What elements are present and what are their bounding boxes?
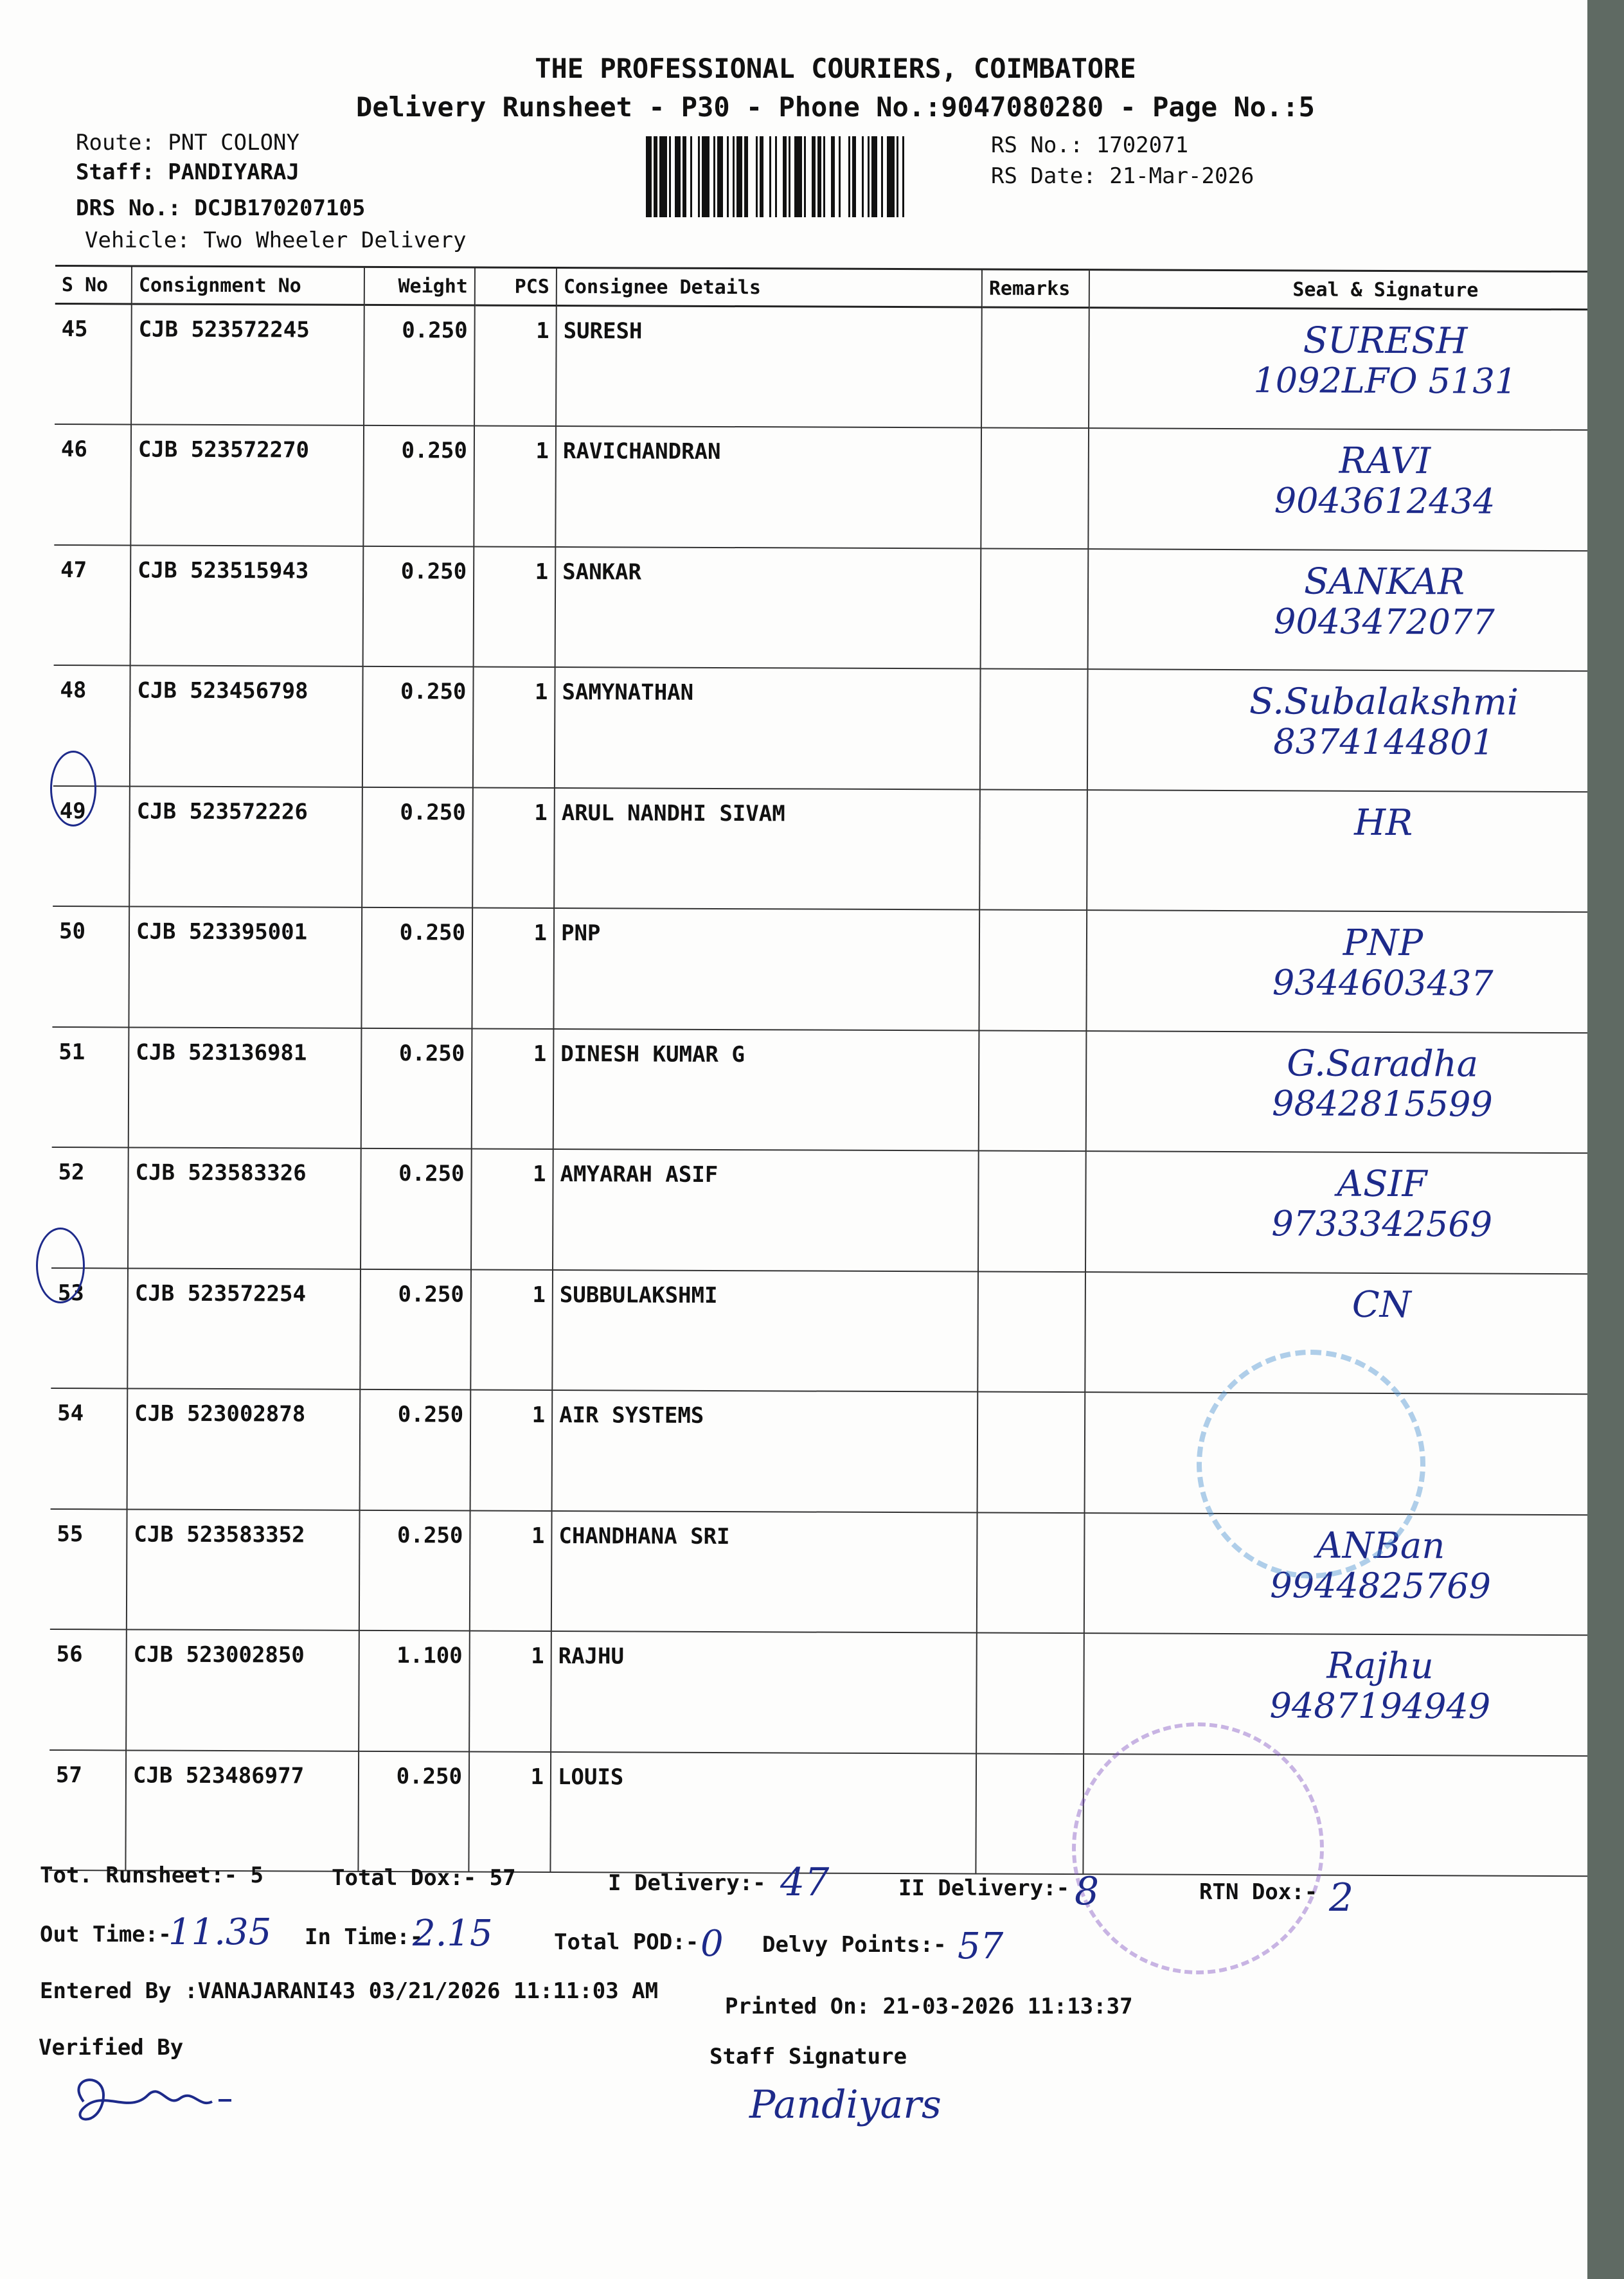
row-sno: 45 xyxy=(55,303,132,424)
row-sno: 51 xyxy=(52,1026,129,1147)
row-consignee: DINESH KUMAR G xyxy=(553,1028,979,1150)
barcode-bar xyxy=(862,136,864,217)
total-pod-value: 0 xyxy=(700,1923,724,1965)
handwritten-phone: 9842815599 xyxy=(1272,1082,1493,1125)
rtn-dox-value: 2 xyxy=(1329,1875,1354,1920)
barcode-bar xyxy=(823,136,825,217)
col-pcs: PCS xyxy=(475,267,557,305)
table-header-row xyxy=(55,266,1624,310)
delvy-points-label: Delvy Points:- xyxy=(762,1932,947,1958)
barcode-bar xyxy=(713,136,715,217)
row-pcs: 1 xyxy=(470,1269,553,1390)
delivery-stamp xyxy=(1197,1350,1425,1578)
handwritten-signature: RAVI xyxy=(1339,440,1431,483)
row-consignment-no: CJB 523456798 xyxy=(130,665,363,787)
col-seal-signature: Seal & Signature xyxy=(1089,270,1624,310)
table-row xyxy=(54,544,1624,671)
barcode-bar xyxy=(727,136,729,217)
row-seal-signature xyxy=(1089,308,1624,431)
handwritten-signature: SURESH xyxy=(1303,319,1468,362)
barcode-bar xyxy=(848,136,850,217)
i-delivery-label: I Delivery:- xyxy=(608,1870,766,1896)
col-consignee: Consignee Details xyxy=(557,267,982,307)
runsheet-subtitle: Delivery Runsheet - P30 - Phone No.:9047080280 - Page No.:5 xyxy=(356,91,1315,123)
row-pcs: 1 xyxy=(470,1510,552,1631)
row-remarks xyxy=(976,1753,1084,1874)
staff-label: Staff: PANDIYARAJ xyxy=(76,159,299,185)
row-consignment-no: CJB 523572245 xyxy=(131,304,364,425)
row-consignment-no: CJB 523486977 xyxy=(125,1750,359,1872)
handwritten-signature: PNP xyxy=(1343,922,1423,965)
barcode-bar xyxy=(698,136,700,217)
barcode-bar xyxy=(881,136,883,217)
route-label: Route: PNT COLONY xyxy=(76,130,299,156)
row-sno: 56 xyxy=(49,1629,127,1750)
row-consignee: SANKAR xyxy=(555,546,981,668)
row-seal-signature xyxy=(1086,1031,1624,1154)
handwritten-signature: ANBan xyxy=(1316,1524,1445,1567)
table-row xyxy=(55,303,1624,430)
entered-by: Entered By :VANAJARANI43 03/21/2026 11:11:03 AM xyxy=(40,1978,659,2004)
handwritten-phone: 9043612434 xyxy=(1274,480,1495,522)
delvy-points-value: 57 xyxy=(958,1926,1004,1967)
barcode-bar xyxy=(733,136,735,217)
row-consignment-no: CJB 523583352 xyxy=(127,1509,360,1631)
barcode-bar xyxy=(756,136,758,217)
row-pcs: 1 xyxy=(474,426,556,547)
row-pcs: 1 xyxy=(470,1390,553,1510)
table-row xyxy=(54,424,1624,551)
row-sno: 46 xyxy=(54,424,131,545)
barcode-bar xyxy=(812,136,816,217)
barcode-bar xyxy=(868,136,870,217)
barcode-bar xyxy=(887,136,895,217)
row-weight: 0.250 xyxy=(363,546,474,666)
row-weight: 0.250 xyxy=(362,666,474,787)
col-weight: Weight xyxy=(364,267,475,305)
barcode-bar xyxy=(817,136,821,217)
table-row xyxy=(52,906,1624,1033)
handwritten-signature: S.Subalakshmi xyxy=(1249,681,1519,724)
row-seal-signature xyxy=(1087,669,1624,792)
row-consignee: AIR SYSTEMS xyxy=(552,1390,978,1512)
out-time-value: 11.35 xyxy=(168,1911,272,1953)
barcode-bar xyxy=(702,136,709,217)
row-consignment-no: CJB 523002850 xyxy=(126,1629,359,1751)
barcode-bar xyxy=(659,136,667,217)
row-weight: 0.250 xyxy=(363,425,474,546)
row-pcs: 1 xyxy=(472,787,555,908)
row-weight: 0.250 xyxy=(360,1269,471,1390)
row-consignee: SURESH xyxy=(556,305,982,427)
row-consignee: CHANDHANA SRI xyxy=(551,1510,977,1632)
row-sno: 50 xyxy=(52,906,129,1027)
barcode-bar xyxy=(852,136,856,217)
row-remarks xyxy=(979,1030,1087,1151)
row-remarks xyxy=(977,1271,1085,1392)
rtn-dox-label: RTN Dox:- xyxy=(1199,1879,1318,1905)
row-weight: 0.250 xyxy=(359,1510,470,1631)
col-consignment: Consignment No xyxy=(132,266,364,305)
handwritten-signature: SANKAR xyxy=(1303,560,1465,603)
handwritten-phone: 9944825769 xyxy=(1270,1564,1492,1607)
handwritten-phone: 8374144801 xyxy=(1273,721,1495,763)
ii-delivery-label: II Delivery:- xyxy=(898,1875,1070,1901)
row-pcs: 1 xyxy=(472,908,554,1029)
table-row xyxy=(53,665,1624,792)
barcode-bar xyxy=(669,136,671,217)
runsheet-table xyxy=(49,265,1624,1877)
circled-row-53 xyxy=(36,1228,85,1303)
row-sno: 49 xyxy=(53,785,130,906)
barcode-bar xyxy=(736,136,742,217)
row-consignee: PNP xyxy=(553,908,979,1030)
out-time-label: Out Time:- xyxy=(40,1922,172,1947)
row-remarks xyxy=(980,669,1088,790)
barcode-bar xyxy=(794,136,802,217)
table-row xyxy=(52,1026,1624,1153)
circled-row-49 xyxy=(50,751,96,827)
row-seal-signature xyxy=(1087,790,1624,913)
row-consignee: SAMYNATHAN xyxy=(555,667,981,789)
row-remarks xyxy=(981,548,1089,669)
row-weight: 0.250 xyxy=(361,907,472,1028)
drs-label: DRS No.: DCJB170207105 xyxy=(76,195,366,221)
row-seal-signature xyxy=(1085,1151,1624,1274)
table-row xyxy=(51,1147,1624,1274)
row-weight: 0.250 xyxy=(361,1028,472,1148)
barcode-bar xyxy=(690,136,692,217)
row-consignee: LOUIS xyxy=(550,1751,976,1873)
row-remarks xyxy=(978,1151,1086,1272)
barcode-bar xyxy=(831,136,835,217)
row-consignment-no: CJB 523002878 xyxy=(127,1388,361,1510)
handwritten-signature: CN xyxy=(1352,1283,1411,1326)
ii-delivery-value: 8 xyxy=(1075,1869,1100,1914)
barcode-bar xyxy=(897,136,898,217)
col-sno: S No xyxy=(55,266,132,304)
row-consignment-no: CJB 523572226 xyxy=(129,786,362,907)
row-consignee: SUBBULAKSHMI xyxy=(552,1269,978,1391)
row-consignment-no: CJB 523395001 xyxy=(129,906,362,1028)
barcode-bar xyxy=(646,136,652,217)
row-remarks xyxy=(979,910,1087,1031)
rs-date: RS Date: 21-Mar-2026 xyxy=(991,163,1254,189)
row-sno: 53 xyxy=(51,1267,128,1388)
staff-signature-value: Pandiyars xyxy=(749,2082,941,2127)
barcode-bar xyxy=(789,136,790,217)
staff-signature-label: Staff Signature xyxy=(709,2044,907,2069)
rs-number: RS No.: 1702071 xyxy=(991,132,1189,158)
barcode-bar xyxy=(871,136,877,217)
row-consignment-no: CJB 523583326 xyxy=(128,1147,361,1269)
printed-on: Printed On: 21-03-2026 11:13:37 xyxy=(725,1994,1133,2019)
row-sno: 54 xyxy=(51,1388,128,1509)
row-weight: 0.250 xyxy=(361,1148,472,1269)
row-seal-signature xyxy=(1088,549,1624,672)
row-sno: 55 xyxy=(50,1508,127,1629)
handwritten-phone: 9043472077 xyxy=(1273,600,1495,643)
barcode-bar xyxy=(760,136,763,217)
handwritten-phone: 9733342569 xyxy=(1271,1203,1493,1245)
barcode-bar xyxy=(683,136,686,217)
row-pcs: 1 xyxy=(469,1631,551,1751)
barcode xyxy=(646,136,980,217)
row-remarks xyxy=(976,1633,1084,1754)
row-consignee: RAJHU xyxy=(551,1631,977,1753)
handwritten-signature: Rajhu xyxy=(1326,1645,1434,1688)
row-pcs: 1 xyxy=(474,546,556,667)
barcode-bar xyxy=(654,136,657,217)
row-sno: 57 xyxy=(49,1749,126,1870)
handwritten-phone: 9344603437 xyxy=(1272,962,1494,1004)
handwritten-signature: ASIF xyxy=(1337,1163,1427,1206)
col-remarks: Remarks xyxy=(982,269,1089,308)
row-remarks xyxy=(981,428,1089,549)
row-consignment-no: CJB 523515943 xyxy=(130,545,364,666)
barcode-bar xyxy=(675,136,681,217)
barcode-bar xyxy=(839,136,841,217)
handwritten-phone: 9487194949 xyxy=(1269,1685,1491,1727)
barcode-bar xyxy=(804,136,806,217)
i-delivery-value: 47 xyxy=(780,1860,830,1905)
verified-by-label: Verified By xyxy=(39,2035,184,2060)
in-time-value: 2.15 xyxy=(413,1913,493,1954)
row-weight: 0.250 xyxy=(364,305,475,425)
vehicle-label: Vehicle: Two Wheeler Delivery xyxy=(85,228,467,253)
table-row xyxy=(49,1749,1624,1876)
scan-edge xyxy=(1587,0,1624,2279)
row-remarks xyxy=(979,789,1087,910)
barcode-bar xyxy=(717,136,723,217)
table-row xyxy=(49,1629,1624,1756)
row-weight: 0.250 xyxy=(362,787,473,907)
barcode-bar xyxy=(769,136,771,217)
row-consignment-no: CJB 523136981 xyxy=(129,1027,362,1148)
company-title: THE PROFESSIONAL COURIERS, COIMBATORE xyxy=(535,53,1136,84)
row-weight: 0.250 xyxy=(360,1390,471,1510)
barcode-bar xyxy=(783,136,787,217)
row-remarks xyxy=(977,1392,1085,1513)
handwritten-signature: HR xyxy=(1354,801,1413,844)
handwritten-phone: 1092LFO 5131 xyxy=(1253,360,1517,402)
barcode-bar xyxy=(775,136,777,217)
verified-by-signature xyxy=(58,2063,251,2134)
row-seal-signature xyxy=(1088,428,1624,551)
row-pcs: 1 xyxy=(471,1148,553,1269)
row-sno: 52 xyxy=(51,1147,129,1268)
row-pcs: 1 xyxy=(473,667,555,788)
row-weight: 1.100 xyxy=(359,1631,470,1751)
total-pod-label: Total POD:- xyxy=(554,1929,699,1955)
row-pcs: 1 xyxy=(474,305,557,426)
row-consignment-no: CJB 523572254 xyxy=(127,1268,361,1390)
handwritten-signature: G.Saradha xyxy=(1287,1042,1479,1086)
total-dox: Total Dox:- 57 xyxy=(332,1865,516,1891)
row-pcs: 1 xyxy=(472,1028,554,1149)
table-row xyxy=(53,785,1624,912)
total-runsheet: Tot. Runsheet:- 5 xyxy=(40,1863,263,1888)
barcode-bar xyxy=(744,136,748,217)
delivery-stamp-purple xyxy=(1072,1722,1324,1974)
row-seal-signature xyxy=(1086,910,1624,1033)
row-remarks xyxy=(981,307,1089,428)
table-row xyxy=(51,1267,1624,1394)
row-consignee: ARUL NANDHI SIVAM xyxy=(554,787,980,909)
row-pcs: 1 xyxy=(468,1751,551,1872)
row-consignment-no: CJB 523572270 xyxy=(130,424,364,546)
row-consignee: RAVICHANDRAN xyxy=(555,426,981,548)
in-time-label: In Time:- xyxy=(305,1924,424,1950)
barcode-bar xyxy=(902,136,904,217)
row-consignee: AMYARAH ASIF xyxy=(553,1149,979,1271)
row-weight: 0.250 xyxy=(358,1751,469,1872)
row-sno: 47 xyxy=(54,544,131,665)
row-sno: 48 xyxy=(53,665,130,786)
row-remarks xyxy=(977,1512,1085,1633)
